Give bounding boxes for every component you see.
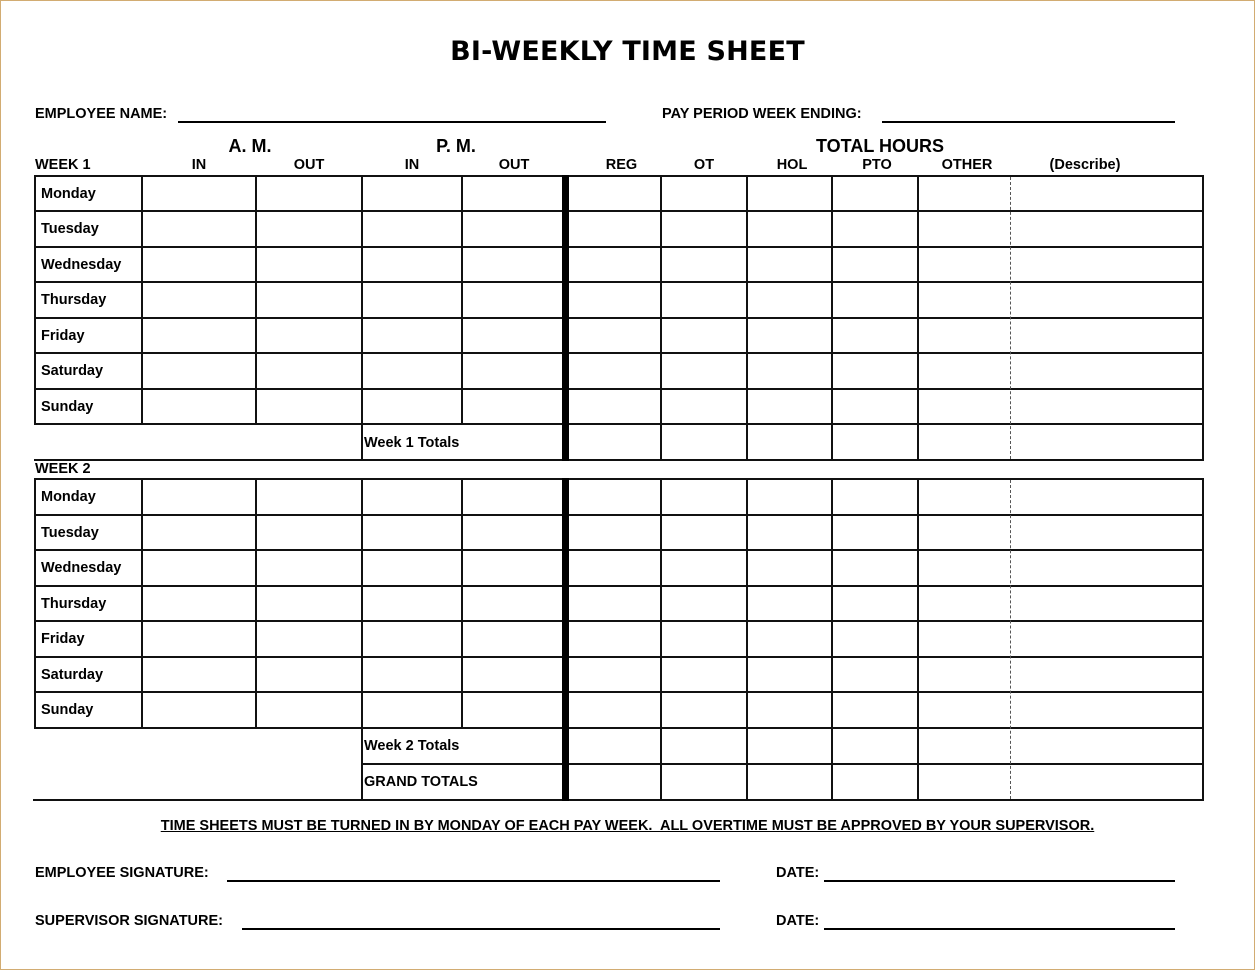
week2-day-saturday: Saturday: [41, 667, 104, 683]
supervisor-signature-label: SUPERVISOR SIGNATURE:: [35, 913, 223, 929]
col-ot: OT: [693, 157, 715, 173]
grid-line: [34, 459, 1204, 461]
week2-day-monday: Monday: [41, 489, 96, 505]
grand-totals-label: GRAND TOTALS: [364, 774, 478, 790]
grid-line: [33, 799, 1204, 801]
employee-signature-field[interactable]: [227, 880, 720, 882]
col-pm-in: IN: [404, 157, 420, 173]
employee-date-field[interactable]: [824, 880, 1175, 882]
week1-pm-in-cells[interactable]: [363, 177, 461, 423]
week1-describe-cells[interactable]: [1012, 177, 1202, 459]
week2-describe-cells[interactable]: [1012, 480, 1202, 799]
section-divider: [562, 478, 569, 801]
week1-pto-cells[interactable]: [833, 177, 917, 459]
grid-line: [1202, 478, 1204, 801]
week1-day-monday: Monday: [41, 186, 96, 202]
supervisor-signature-field[interactable]: [242, 928, 720, 930]
am-group-header: A. M.: [228, 136, 272, 156]
week1-day-wednesday: Wednesday: [41, 257, 122, 273]
week2-other-cells[interactable]: [919, 480, 1009, 799]
col-am-out: OUT: [293, 157, 325, 173]
supervisor-date-label: DATE:: [776, 913, 820, 929]
col-other: OTHER: [941, 157, 993, 173]
grid-line: [34, 478, 36, 729]
week2-pm-out-cells[interactable]: [463, 480, 562, 727]
week2-day-sunday: Sunday: [41, 702, 94, 718]
week2-totals-label: Week 2 Totals: [364, 738, 460, 754]
week2-pm-in-cells[interactable]: [363, 480, 461, 727]
week1-hol-cells[interactable]: [748, 177, 831, 459]
week2-ot-cells[interactable]: [662, 480, 746, 799]
week1-label: WEEK 1: [35, 157, 91, 173]
week2-day-wednesday: Wednesday: [41, 560, 122, 576]
week1-am-out-cells[interactable]: [257, 177, 361, 423]
week2-reg-cells[interactable]: [569, 480, 660, 799]
col-pm-out: OUT: [498, 157, 530, 173]
week1-day-thursday: Thursday: [41, 292, 107, 308]
section-divider: [562, 175, 569, 461]
week2-hol-cells[interactable]: [748, 480, 831, 799]
col-hol: HOL: [776, 157, 808, 173]
week1-day-friday: Friday: [41, 328, 85, 344]
col-describe: (Describe): [1049, 157, 1121, 173]
week2-day-tuesday: Tuesday: [41, 525, 99, 541]
employee-name-field[interactable]: [178, 121, 606, 123]
page-title: BI-WEEKLY TIME SHEET: [450, 36, 805, 67]
week1-am-in-cells[interactable]: [143, 177, 255, 423]
week1-day-tuesday: Tuesday: [41, 221, 99, 237]
pay-period-field[interactable]: [882, 121, 1175, 123]
grid-line: [1202, 175, 1204, 461]
week1-day-saturday: Saturday: [41, 363, 104, 379]
week1-reg-cells[interactable]: [569, 177, 660, 459]
grid-line: [34, 175, 36, 425]
week1-other-cells[interactable]: [919, 177, 1009, 459]
week2-day-thursday: Thursday: [41, 596, 107, 612]
week2-pto-cells[interactable]: [833, 480, 917, 799]
other-describe-divider: [1010, 480, 1011, 799]
week1-ot-cells[interactable]: [662, 177, 746, 459]
col-reg: REG: [605, 157, 638, 173]
employee-signature-label: EMPLOYEE SIGNATURE:: [35, 865, 209, 881]
week2-label: WEEK 2: [35, 461, 91, 477]
week2-am-out-cells[interactable]: [257, 480, 361, 727]
total-hours-group-header: TOTAL HOURS: [815, 136, 944, 156]
submission-notice: TIME SHEETS MUST BE TURNED IN BY MONDAY OF EACH PAY WEEK. ALL OVERTIME MUST BE APPROVED BY YOUR SUPERVISOR.: [160, 818, 1095, 834]
week1-totals-label: Week 1 Totals: [364, 435, 460, 451]
week1-day-sunday: Sunday: [41, 399, 94, 415]
employee-name-label: EMPLOYEE NAME:: [35, 106, 168, 122]
pm-group-header: P. M.: [436, 136, 476, 156]
supervisor-date-field[interactable]: [824, 928, 1175, 930]
employee-date-label: DATE:: [776, 865, 820, 881]
pay-period-label: PAY PERIOD WEEK ENDING:: [662, 106, 862, 122]
col-am-in: IN: [191, 157, 207, 173]
week1-pm-out-cells[interactable]: [463, 177, 562, 423]
col-pto: PTO: [862, 157, 892, 173]
week2-am-in-cells[interactable]: [143, 480, 255, 727]
other-describe-divider: [1010, 177, 1011, 459]
week2-day-friday: Friday: [41, 631, 85, 647]
